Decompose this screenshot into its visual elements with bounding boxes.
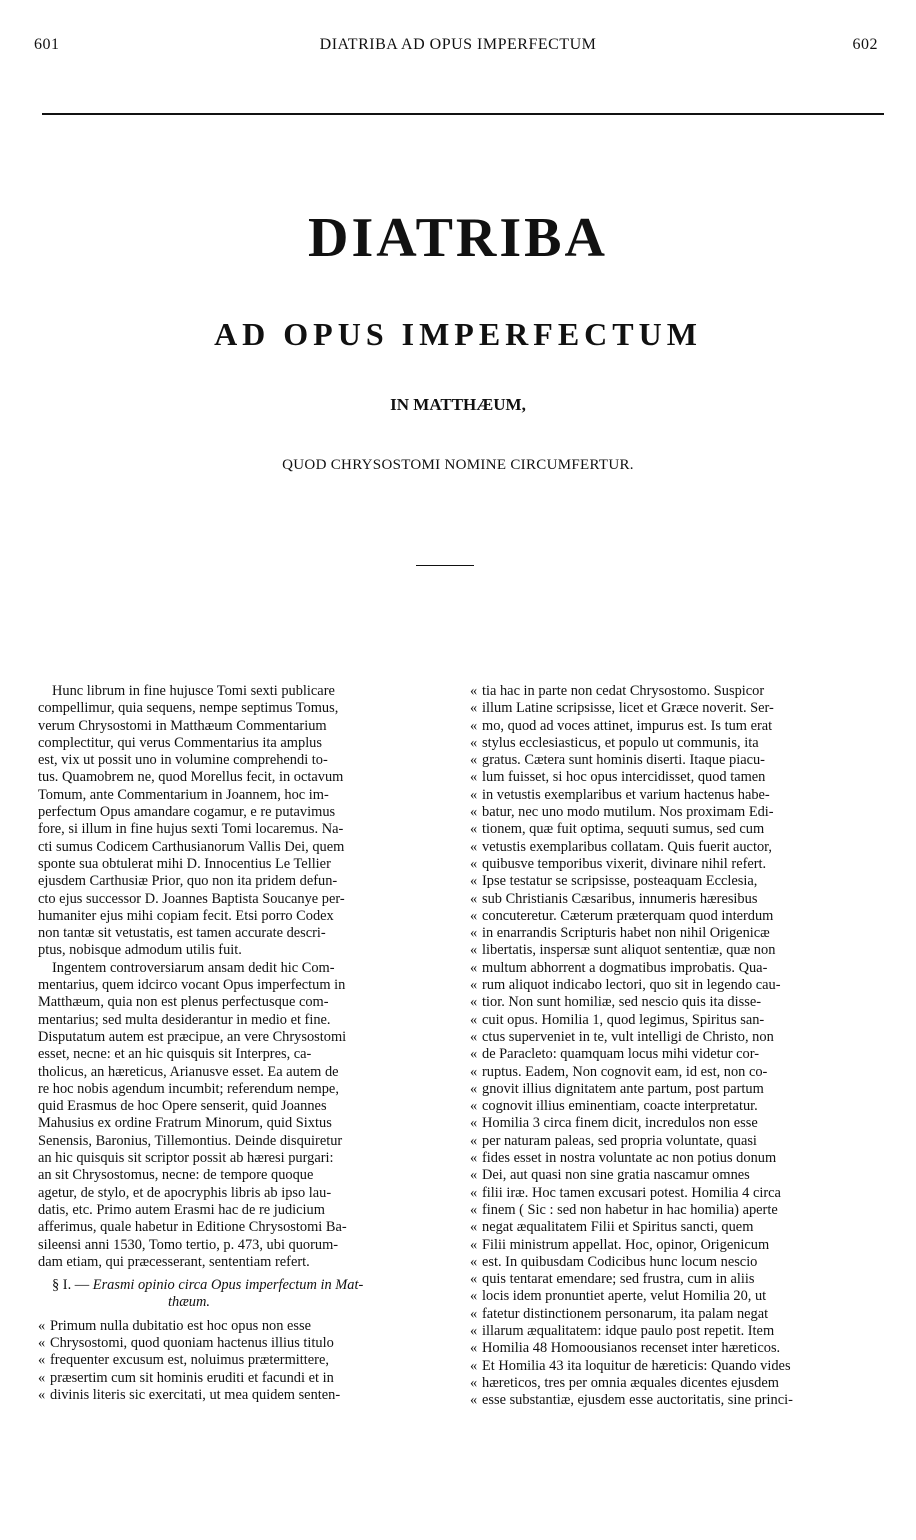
- quoted-line: [470, 804, 888, 821]
- text-line: esset, necne: et an hic quisquis sit Interpres, ca-: [38, 1046, 312, 1063]
- section-title-cont: thæum.: [168, 1294, 210, 1311]
- text-line: Matthæum, quia non est plenus perfectusque com-: [38, 994, 329, 1011]
- line-text: concuteretur. Cæterum præterquam quod interdum: [482, 907, 774, 924]
- text-line: verum Chrysostomi in Matthæum Commentarium: [38, 717, 327, 734]
- text-line: sileensi anni 1530, Tomo tertio, p. 473, ubi quorum-: [38, 1236, 339, 1253]
- guillemet: «: [470, 717, 478, 734]
- quoted-line: [470, 1150, 888, 1167]
- quoted-line: [470, 1288, 888, 1305]
- line-text: stylus ecclesiasticus, et populo ut communis, ita: [482, 734, 759, 751]
- line-text: cuit opus. Homilia 1, quod legimus, Spiritus san-: [482, 1011, 765, 1028]
- line-text: præsertim cum sit hominis eruditi et facundi et in: [50, 1369, 334, 1386]
- text-line: dam etiam, qui præcesserant, sententiam refert.: [38, 1253, 310, 1270]
- line-text: per naturam paleas, sed propria voluntate, quasi: [482, 1132, 757, 1149]
- line-text: lum fuisset, si hoc opus intercidisset, quod tamen: [482, 769, 766, 786]
- line-text: est. In quibusdam Codicibus hunc locum nescio: [482, 1253, 758, 1270]
- text-line: perfectum Opus amandare cogamur, e re putavimus: [38, 804, 336, 821]
- text-line: datis, etc. Primo autem Erasmi hac de re judicium: [38, 1201, 325, 1218]
- quoted-line: [470, 787, 888, 804]
- line-text: filii iræ. Hoc tamen excusari potest. Homilia 4 circa: [482, 1184, 781, 1201]
- guillemet: «: [470, 994, 478, 1011]
- quoted-line: [38, 1318, 458, 1335]
- text-line: ejusdem Carthusiæ Prior, quo non ita pridem defun-: [38, 873, 338, 890]
- text-line: afferimus, quale habetur in Editione Chrysostomi Ba-: [38, 1219, 347, 1236]
- text-line: tus. Quamobrem ne, quod Morellus fecit, in octavum: [38, 769, 344, 786]
- guillemet: «: [470, 1115, 478, 1132]
- guillemet: «: [470, 1098, 478, 1115]
- guillemet: «: [470, 855, 478, 872]
- guillemet: «: [470, 942, 478, 959]
- quoted-line: [470, 1306, 888, 1323]
- guillemet: «: [38, 1317, 46, 1334]
- quoted-line: [470, 1115, 888, 1132]
- quoted-line: [38, 1387, 458, 1404]
- line-text: tior. Non sunt homiliæ, sed nescio quis ita disse-: [482, 994, 762, 1011]
- guillemet: «: [470, 890, 478, 907]
- text-line: ptus, nobisque admodum utilis fuit.: [38, 942, 242, 959]
- line-text: gratus. Cætera sunt hominis diserti. Itaque piacu-: [482, 752, 765, 769]
- line-text: mo, quod ad voces attinet, impurus est. Is tum erat: [482, 717, 773, 734]
- main-title: DIATRIBA: [308, 207, 608, 269]
- line-text: multum abhorrent a dogmatibus improbatis. Qua-: [482, 959, 768, 976]
- line-text: libertatis, inspersæ sunt aliquot sententiæ, quæ non: [482, 942, 776, 959]
- left-column: [38, 683, 458, 1404]
- line-text: fatetur distinctionem personarum, ita palam negat: [482, 1305, 769, 1322]
- guillemet: «: [470, 804, 478, 821]
- running-header-title: DIATRIBA AD OPUS IMPERFECTUM: [319, 36, 597, 53]
- quoted-line: [470, 1167, 888, 1184]
- quoted-line: [470, 1185, 888, 1202]
- guillemet: «: [470, 1028, 478, 1045]
- section-title: Erasmi opinio circa Opus imperfectum in Mat-: [92, 1277, 364, 1294]
- guillemet: «: [470, 977, 478, 994]
- quoted-line: [470, 1237, 888, 1254]
- text-line: an hic quisquis sit scriptor possit ab hæresi purgari:: [38, 1150, 334, 1167]
- line-text: ctus superveniet in te, vult intelligi de Christo, non: [482, 1028, 774, 1045]
- text-line: cti sumus Codicem Carthusianorum Vallis Dei, quem: [38, 838, 345, 855]
- text-line: humaniter ejus mihi copiam fecit. Etsi porro Codex: [38, 907, 334, 924]
- quoted-line: [470, 925, 888, 942]
- guillemet: «: [470, 1374, 478, 1391]
- guillemet: «: [470, 1340, 478, 1357]
- guillemet: «: [470, 873, 478, 890]
- text-line: complectitur, qui verus Commentarius ita amplus: [38, 734, 322, 751]
- text-line: mentarius; sed multa desiderantur in medio et fine.: [38, 1011, 331, 1028]
- guillemet: «: [470, 1150, 478, 1167]
- guillemet: «: [470, 1305, 478, 1322]
- guillemet: «: [470, 1357, 478, 1374]
- line-text: ruptus. Eadem, Non cognovit eam, id est, non co-: [482, 1063, 768, 1080]
- line-text: in enarrandis Scripturis habet non nihil Origenicæ: [482, 925, 770, 942]
- text-line: quid Erasmus de hoc Opere senserit, quid Joannes: [38, 1098, 327, 1115]
- guillemet: «: [470, 734, 478, 751]
- guillemet: «: [470, 1132, 478, 1149]
- guillemet: «: [470, 752, 478, 769]
- guillemet: «: [470, 1322, 478, 1339]
- guillemet: «: [470, 1080, 478, 1097]
- text-line: Hunc librum in fine hujusce Tomi sexti publicare: [52, 683, 335, 699]
- guillemet: «: [470, 959, 478, 976]
- quoted-line: [470, 1081, 888, 1098]
- guillemet: «: [38, 1386, 46, 1403]
- line-text: cognovit illius eminentiam, coacte interpretatur.: [482, 1098, 758, 1115]
- quoted-line: [470, 1046, 888, 1063]
- quoted-line: [38, 1370, 458, 1387]
- line-text: Chrysostomi, quod quoniam hactenus illius titulo: [50, 1334, 334, 1351]
- text-line: an sit Chrysostomus, necne: de tempore quoque: [38, 1167, 314, 1184]
- guillemet: «: [38, 1369, 46, 1386]
- line-text: quis tentarat emendare; sed frustra, cum in aliis: [482, 1271, 755, 1288]
- line-text: Homilia 48 Homoousianos recenset inter hæreticos.: [482, 1340, 781, 1357]
- guillemet: «: [470, 1046, 478, 1063]
- guillemet: «: [470, 838, 478, 855]
- text-line: non tantæ sit vetustatis, est tamen accurate descri-: [38, 925, 326, 942]
- quoted-line: [470, 1064, 888, 1081]
- line-text: rum aliquot indicabo lectori, quo sit in legendo cau-: [482, 977, 781, 994]
- quoted-line: [470, 700, 888, 717]
- quoted-line: [38, 1335, 458, 1352]
- quoted-line: [470, 977, 888, 994]
- line-text: Ipse testatur se scripsisse, posteaquam Ecclesia,: [482, 873, 758, 890]
- line-text: Primum nulla dubitatio est hoc opus non esse: [50, 1317, 312, 1334]
- quoted-line: [470, 1340, 888, 1357]
- title-divider: [416, 565, 474, 566]
- guillemet: «: [470, 1288, 478, 1305]
- guillemet: «: [470, 907, 478, 924]
- quoted-line: [470, 891, 888, 908]
- text-line: Senensis, Baronius, Tillemontius. Deinde disquiretur: [38, 1132, 343, 1149]
- quoted-line: [470, 908, 888, 925]
- text-line: agetur, de stylo, et de apocryphis libris ab ipso lau-: [38, 1184, 332, 1201]
- line-text: tionem, quæ fuit optima, sequuti sumus, sed cum: [482, 821, 765, 838]
- quoted-line: [470, 1358, 888, 1375]
- subtitle-in: IN MATTHÆUM,: [390, 395, 526, 414]
- quoted-line: [470, 683, 888, 700]
- left-page-number: 601: [34, 36, 60, 53]
- quoted-line: [470, 752, 888, 769]
- line-text: tia hac in parte non cedat Chrysostomo. Suspicor: [482, 683, 765, 699]
- guillemet: «: [38, 1334, 46, 1351]
- guillemet: «: [470, 1201, 478, 1218]
- text-line: compellimur, quia sequens, nempe septimus Tomus,: [38, 700, 339, 717]
- guillemet: «: [470, 786, 478, 803]
- line-text: fides esset in nostra voluntate ac non potius donum: [482, 1150, 777, 1167]
- text-line: tholicus, an hæreticus, Arianusve esset. Ea autem de: [38, 1063, 339, 1080]
- line-text: locis idem pronuntiet aperte, velut Homilia 20, ut: [482, 1288, 767, 1305]
- subtitle-quod: QUOD CHRYSOSTOMI NOMINE CIRCUMFERTUR.: [282, 457, 634, 473]
- section-heading: [38, 1277, 458, 1294]
- line-text: Et Homilia 43 ita loquitur de hæreticis: Quando vides: [482, 1357, 791, 1374]
- quoted-line: [470, 1029, 888, 1046]
- guillemet: «: [470, 1392, 478, 1409]
- line-text: quibusve temporibus vixerit, divinare nihil refert.: [482, 855, 767, 872]
- line-text: hæreticos, tres per omnia æquales dicentes ejusdem: [482, 1374, 779, 1391]
- line-text: esse substantiæ, ejusdem esse auctoritatis, sine princi-: [482, 1392, 793, 1409]
- right-column: [470, 683, 888, 1409]
- text-line: mentarius, quem idcirco vocant Opus imperfectum in: [38, 977, 346, 994]
- quoted-line: [470, 735, 888, 752]
- quoted-line: [470, 1254, 888, 1271]
- guillemet: «: [470, 1167, 478, 1184]
- guillemet: «: [470, 1253, 478, 1270]
- quoted-line: [470, 1323, 888, 1340]
- guillemet: «: [470, 769, 478, 786]
- text-line: Disputatum autem est præcipue, an vere Chrysostomi: [38, 1028, 347, 1045]
- guillemet: «: [470, 683, 478, 699]
- guillemet: «: [470, 925, 478, 942]
- line-text: Dei, aut quasi non sine gratia nascamur omnes: [482, 1167, 750, 1184]
- text-line: Ingentem controversiarum ansam dedit hic Com-: [52, 959, 335, 976]
- line-text: divinis literis sic exercitati, ut mea quidem senten-: [50, 1386, 341, 1403]
- line-text: illarum æqualitatem: idque paulo post repetit. Item: [482, 1322, 775, 1339]
- quoted-line: [470, 960, 888, 977]
- quoted-line: [470, 1392, 888, 1409]
- quoted-line: [470, 1133, 888, 1150]
- quoted-line: [470, 1219, 888, 1236]
- guillemet: «: [470, 700, 478, 717]
- line-text: batur, nec uno modo mutilum. Nos proximam Edi-: [482, 804, 774, 821]
- guillemet: «: [470, 821, 478, 838]
- guillemet: «: [470, 1184, 478, 1201]
- quoted-line: [470, 821, 888, 838]
- right-page-number: 602: [852, 36, 878, 53]
- header-rule: [42, 113, 884, 115]
- subtitle: AD OPUS IMPERFECTUM: [214, 316, 702, 352]
- quoted-line: [470, 1012, 888, 1029]
- line-text: illum Latine scripsisse, licet et Græce noverit. Ser-: [482, 700, 774, 717]
- guillemet: «: [470, 1236, 478, 1253]
- quoted-line: [38, 1352, 458, 1369]
- line-text: frequenter excusum est, noluimus prætermittere,: [50, 1352, 329, 1369]
- quoted-line: [470, 1375, 888, 1392]
- quoted-line: [470, 718, 888, 735]
- text-line: fore, si illum in fine hujus sexti Tomi locaremus. Na-: [38, 821, 344, 838]
- quoted-line: [470, 769, 888, 786]
- text-line: re hoc nobis agendum incumbit; referendum nempe,: [38, 1080, 339, 1097]
- quoted-line: [470, 873, 888, 890]
- section-mark: § I. —: [52, 1277, 93, 1294]
- text-line: Mahusius ex ordine Fratrum Minorum, quid Sixtus: [38, 1115, 332, 1132]
- line-text: de Paracleto: quamquam locus mihi videtur cor-: [482, 1046, 760, 1063]
- text-line: sponte sua obtulerat mihi D. Innocentius Le Tellier: [38, 855, 331, 872]
- line-text: Filii ministrum appellat. Hoc, opinor, Origenicum: [482, 1236, 770, 1253]
- line-text: in vetustis exemplaribus et varium hactenus habe-: [482, 786, 770, 803]
- line-text: finem ( Sic : sed non habetur in hac homilia) aperte: [482, 1201, 778, 1218]
- text-line: cto ejus successor D. Joannes Baptista Soucanye per-: [38, 890, 345, 907]
- text-line: Tomum, ante Commentarium in Joannem, hoc im-: [38, 786, 329, 803]
- guillemet: «: [470, 1011, 478, 1028]
- line-text: Homilia 3 circa finem dicit, incredulos non esse: [482, 1115, 758, 1132]
- quoted-line: [470, 839, 888, 856]
- guillemet: «: [470, 1063, 478, 1080]
- guillemet: «: [470, 1271, 478, 1288]
- quoted-line: [470, 1202, 888, 1219]
- quoted-line: [470, 1271, 888, 1288]
- line-text: negat æqualitatem Filii et Spiritus sancti, quem: [482, 1219, 754, 1236]
- line-text: gnovit illius dignitatem ante partum, post partum: [482, 1080, 764, 1097]
- guillemet: «: [470, 1219, 478, 1236]
- line-text: sub Christianis Cæsaribus, innumeris hæresibus: [482, 890, 758, 907]
- quoted-line: [470, 856, 888, 873]
- guillemet: «: [38, 1352, 46, 1369]
- text-line: est, vix ut possit uno in volumine comprehendi to-: [38, 752, 328, 769]
- quoted-line: [470, 942, 888, 959]
- line-text: vetustis exemplaribus collatam. Quis fuerit auctor,: [482, 838, 772, 855]
- quoted-line: [470, 994, 888, 1011]
- quoted-line: [470, 1098, 888, 1115]
